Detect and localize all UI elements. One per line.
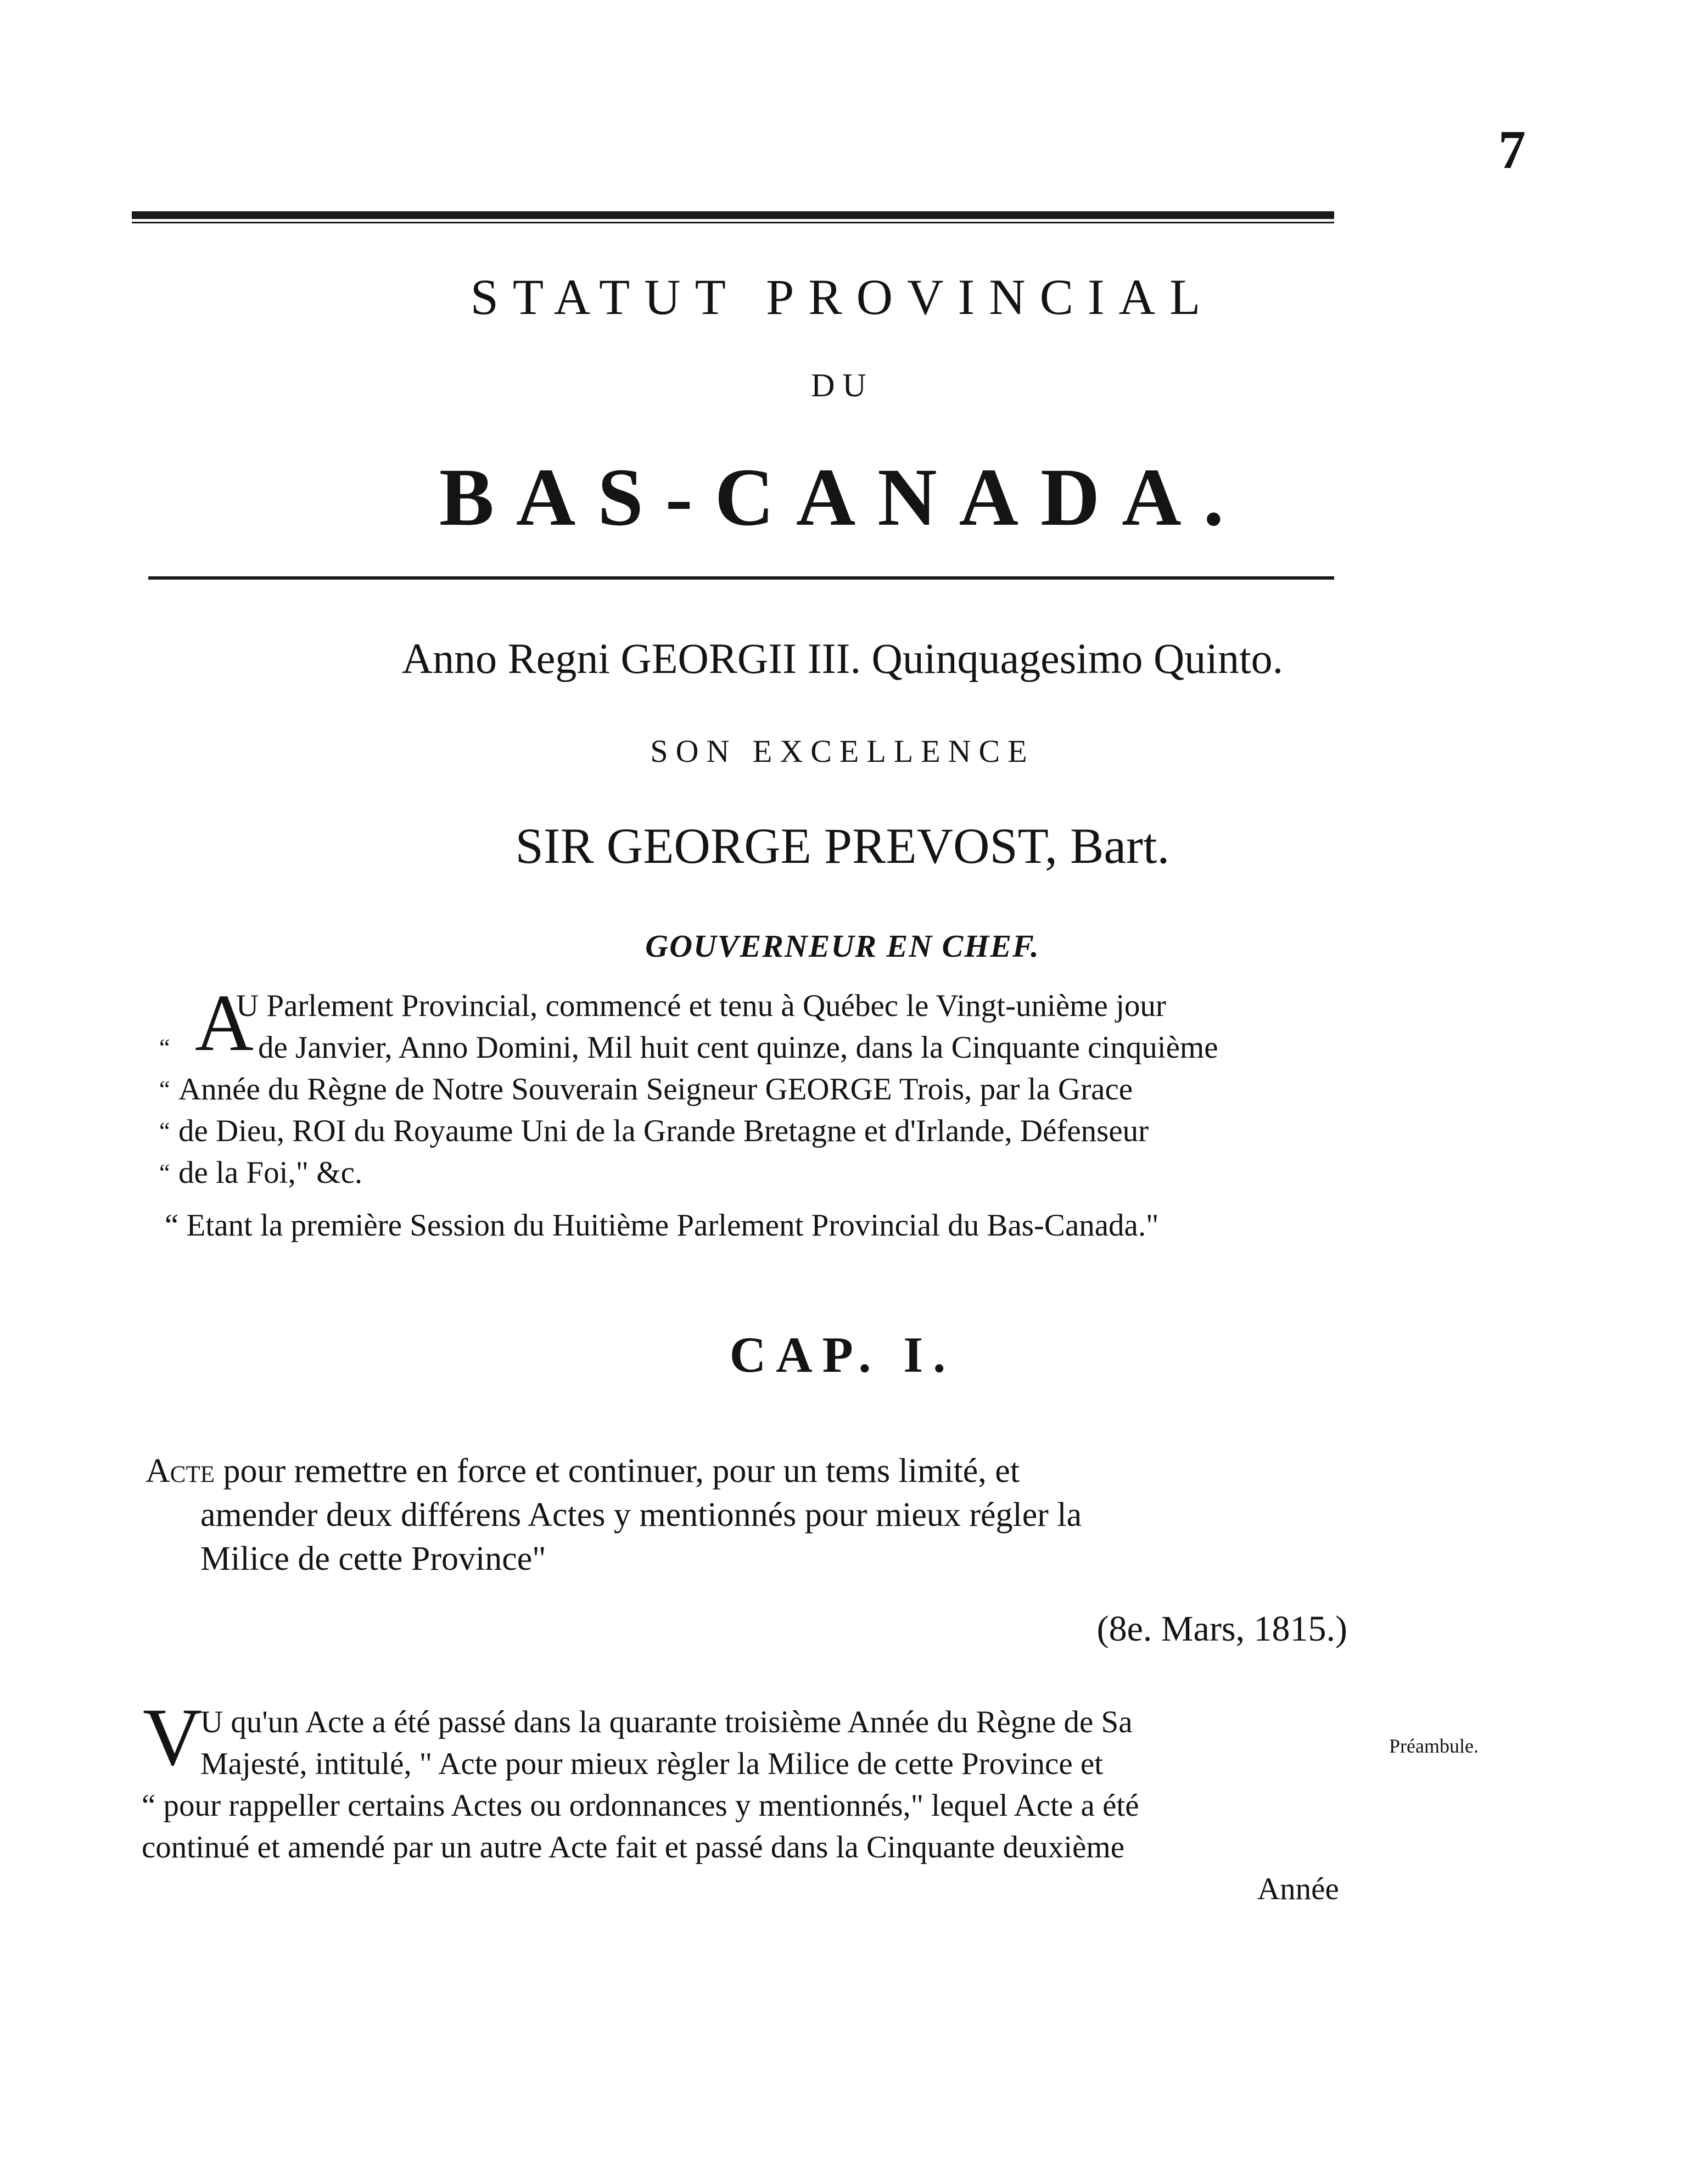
title-rule (148, 576, 1334, 580)
parliament-drop-cap: A (195, 978, 254, 1068)
parliament-line-2: de Janvier, Anno Domini, Mil huit cent quinze, dans la Cinquante cinquième (258, 1030, 1218, 1065)
act-title-line-1 (145, 1449, 1353, 1493)
parliament-line-1: U Parlement Provincial, commencé et tenu à Québec le Vingt-unième jour (236, 989, 1166, 1023)
top-rule-thin (132, 222, 1334, 223)
regnal-prefix: Anno Regni (401, 635, 621, 682)
preamble-line-4: continué et amendé par un autre Acte fait et passé dans la Cinquante deuxième (142, 1830, 1125, 1865)
province-title: BAS-CANADA. (439, 452, 1246, 543)
regnal-suffix: Quinquagesimo Quinto. (861, 635, 1284, 682)
regnal-year (0, 634, 1685, 683)
preamble-drop-cap: V (143, 1692, 203, 1783)
top-rule (132, 211, 1334, 219)
preamble-line-2: Majesté, intitulé, " Acte pour mieux règler la Milice de cette Province et (200, 1747, 1104, 1781)
act-title-line-3: Milice de cette Province" (200, 1540, 546, 1577)
statute-title: STATUT PROVINCIAL (470, 269, 1215, 325)
governor-name-text: SIR GEORGE PREVOST, (515, 818, 1057, 874)
excellency-line: SON EXCELLENCE (650, 733, 1035, 769)
quote-mark-3: “ (159, 1118, 170, 1144)
governor-role: GOUVERNEUR EN CHEF. (645, 928, 1040, 964)
page-number: 7 (1498, 119, 1526, 180)
governor-name (0, 817, 1685, 875)
parliament-line-3: Année du Règne de Notre Souverain Seigneur GEORGE Trois, par la Grace (178, 1072, 1133, 1107)
preamble-line-1: U qu'un Acte a été passé dans la quarante troisième Année du Règne de Sa (200, 1705, 1133, 1739)
parliament-line-5: de la Foi," &c. (178, 1155, 363, 1190)
catchword: Année (1257, 1872, 1339, 1906)
parliament-line-4: de Dieu, ROI du Royaume Uni de la Grande Bretagne et d'Irlande, Défenseur (178, 1114, 1149, 1148)
act-line-1-text: pour remettre en force et continuer, pour un tems limité, et (215, 1452, 1020, 1490)
quote-mark-1: “ (159, 1034, 170, 1061)
act-title-line-2: amender deux différens Actes y mentionnés pour mieux régler la (200, 1496, 1082, 1534)
preamble-margin-label: Préambule. (1389, 1735, 1479, 1757)
act-date: (8e. Mars, 1815.) (1096, 1609, 1347, 1649)
act-title (145, 1449, 1353, 1581)
quote-mark-4: “ (159, 1159, 170, 1186)
act-first-word: Acte (145, 1452, 215, 1490)
session-line: “ Etant la première Session du Huitième Parlement Provincial du Bas-Canada." (165, 1208, 1159, 1243)
regnal-king: GEORGII III. (620, 635, 861, 682)
preamble-line-3: “ pour rappeller certains Actes ou ordonnances y mentionnés," lequel Acte a été (142, 1788, 1139, 1823)
quote-mark-2: “ (159, 1076, 170, 1103)
statute-title-du: DU (811, 367, 874, 403)
governor-title-suffix: Bart. (1057, 818, 1170, 874)
chapter-heading: CAP. I. (729, 1327, 956, 1383)
